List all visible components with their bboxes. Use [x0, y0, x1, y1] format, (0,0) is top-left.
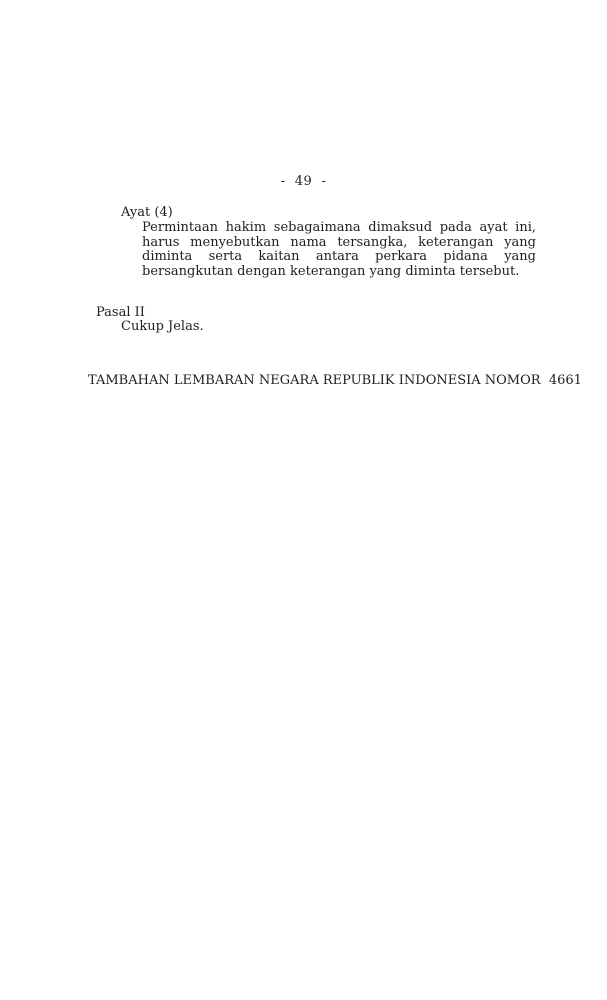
section-pasal-body: Cukup Jelas.	[121, 319, 204, 334]
footer-statute-number-line: TAMBAHAN LEMBARAN NEGARA REPUBLIK INDONESIA NOMOR 4661	[88, 373, 582, 388]
section-ayat-heading: Ayat (4)	[121, 205, 173, 220]
page-number: - 49 -	[280, 174, 327, 189]
section-pasal-heading: Pasal II	[96, 305, 145, 320]
section-ayat-paragraph: Permintaan hakim sebagaimana dimaksud pada ayat ini, harus menyebutkan nama tersangka, keterangan yang diminta serta kaitan antara perkara pidana yang bersangkutan dengan keterangan yang diminta tersebut.	[142, 220, 536, 279]
